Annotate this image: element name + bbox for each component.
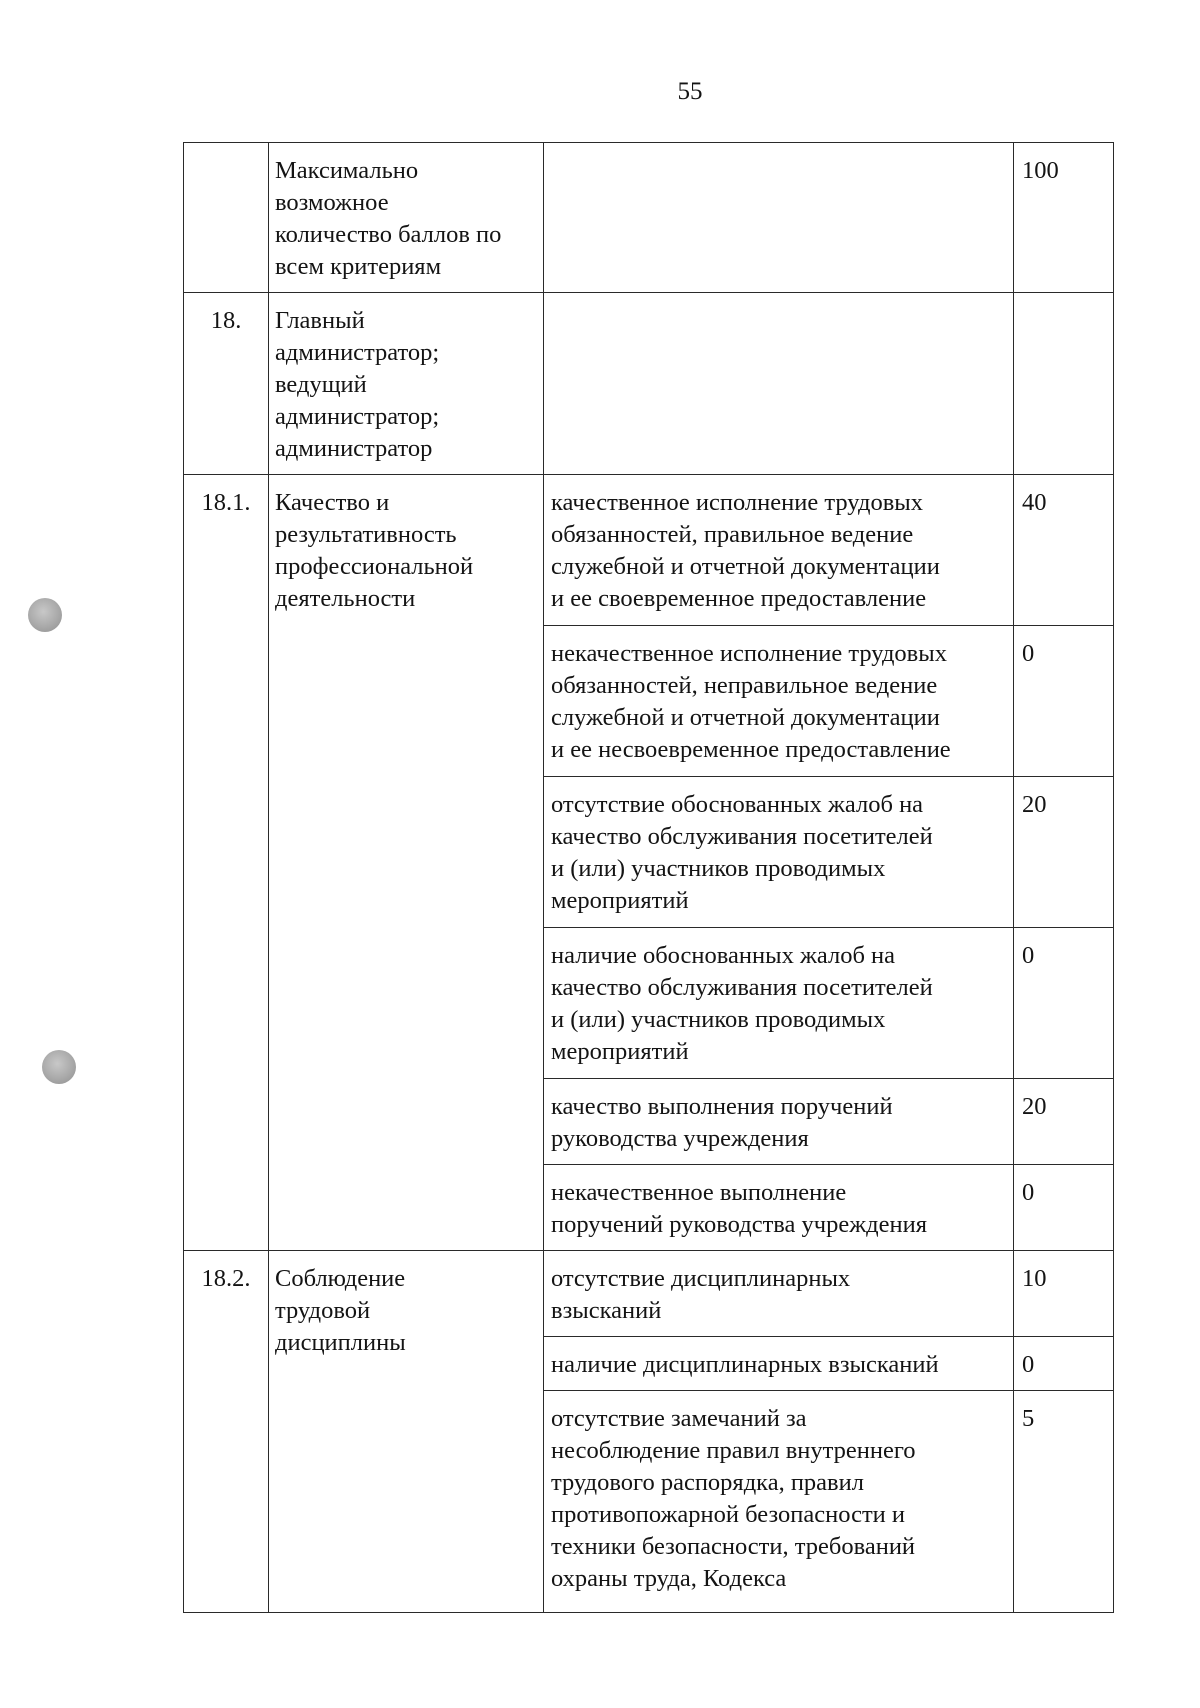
- points-cell: 0: [1014, 1337, 1114, 1391]
- criterion-cell: отсутствие замечаний за несоблюдение правил внутреннего трудового распорядка, правил противопожарной безопасности и техники безопасности, требований охраны труда, Кодекса: [544, 1391, 1014, 1613]
- row-number: 18.: [184, 293, 269, 475]
- criterion-cell: [544, 293, 1014, 475]
- criterion-cell: отсутствие обоснованных жалоб на качество обслуживания посетителей и (или) участников проводимых мероприятий: [544, 777, 1014, 928]
- criterion-cell: наличие дисциплинарных взысканий: [544, 1337, 1014, 1391]
- criterion-cell: качественное исполнение трудовых обязанностей, правильное ведение служебной и отчетной документации и ее своевременное предоставление: [544, 475, 1014, 626]
- row-number: [184, 143, 269, 293]
- punch-hole: [42, 1050, 76, 1084]
- punch-hole: [28, 598, 62, 632]
- points-cell: 20: [1014, 777, 1114, 928]
- points-cell: 0: [1014, 928, 1114, 1079]
- points-cell: 0: [1014, 1165, 1114, 1251]
- criterion-cell: отсутствие дисциплинарных взысканий: [544, 1251, 1014, 1337]
- table-row: [184, 475, 1114, 626]
- row-number: 18.2.: [184, 1251, 269, 1613]
- table-row: [184, 143, 1114, 293]
- table-row: [184, 293, 1114, 475]
- criterion-cell: некачественное выполнение поручений руководства учреждения: [544, 1165, 1014, 1251]
- position-cell: Главный администратор; ведущий администратор; администратор: [269, 293, 544, 475]
- indicator-cell: Соблюдение трудовой дисциплины: [269, 1251, 544, 1613]
- page-number: 55: [677, 78, 703, 105]
- points-cell: [1014, 293, 1114, 475]
- points-cell: 0: [1014, 626, 1114, 777]
- criteria-table: [183, 142, 1114, 1613]
- criterion-cell: [544, 143, 1014, 293]
- points-cell: 10: [1014, 1251, 1114, 1337]
- points-cell: 20: [1014, 1079, 1114, 1165]
- points-cell: 100: [1014, 143, 1114, 293]
- criterion-cell: некачественное исполнение трудовых обязанностей, неправильное ведение служебной и отчетной документации и ее несвоевременное предоставление: [544, 626, 1014, 777]
- criterion-cell: наличие обоснованных жалоб на качество обслуживания посетителей и (или) участников проводимых мероприятий: [544, 928, 1014, 1079]
- table-row: [184, 1251, 1114, 1337]
- row-number: 18.1.: [184, 475, 269, 1251]
- points-cell: 5: [1014, 1391, 1114, 1613]
- criterion-cell: качество выполнения поручений руководства учреждения: [544, 1079, 1014, 1165]
- indicator-cell: Качество и результативность профессиональной деятельности: [269, 475, 544, 1251]
- points-cell: 40: [1014, 475, 1114, 626]
- position-cell: Максимально возможное количество баллов по всем критериям: [269, 143, 544, 293]
